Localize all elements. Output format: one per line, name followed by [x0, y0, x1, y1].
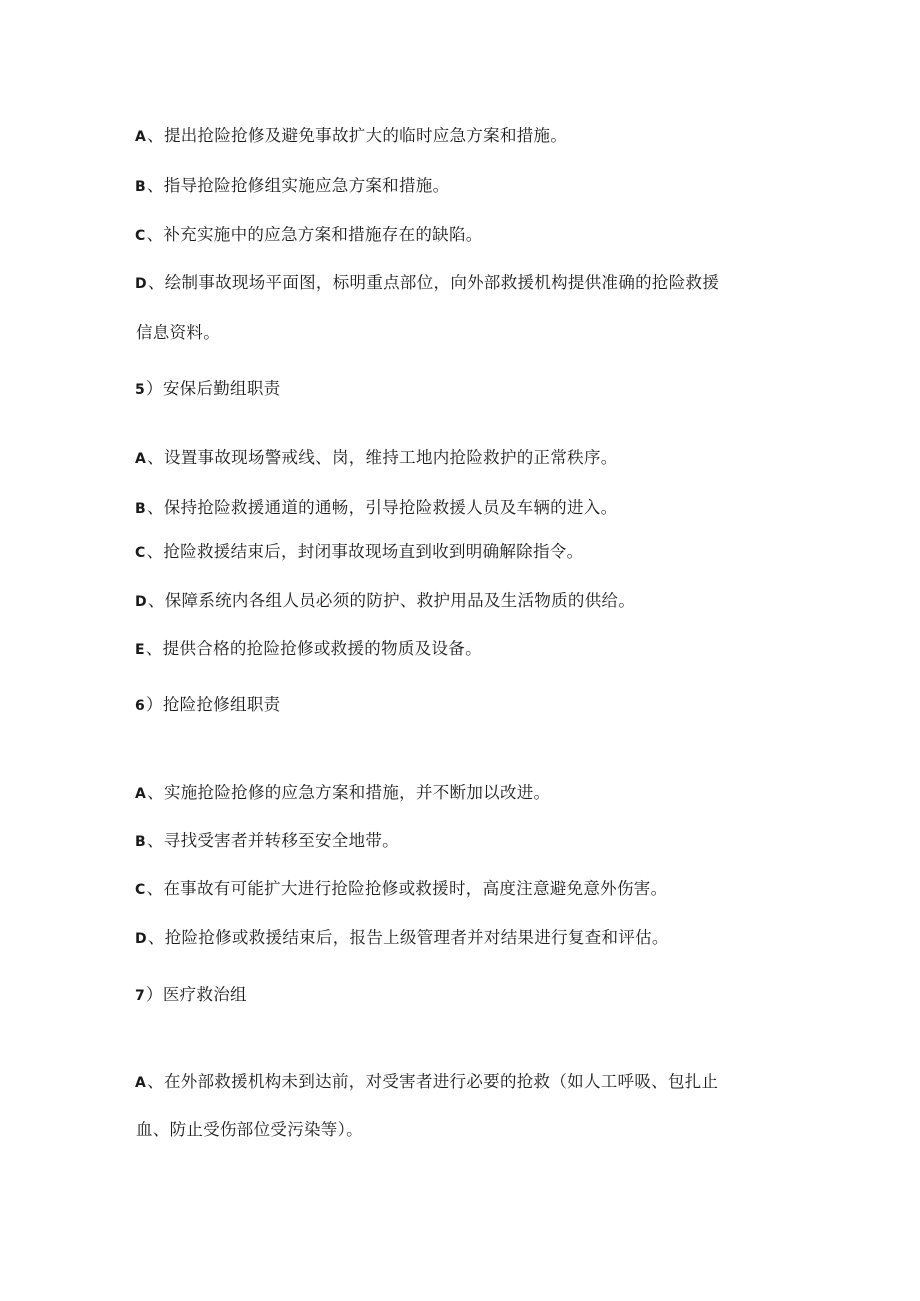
list-item: [135, 829, 795, 854]
item-text: 、指导抢险抢修组实施应急方案和措施。: [146, 176, 450, 195]
section-heading: [135, 377, 795, 402]
item-text: 、保持抢险救援通道的通畅，引导抢险救援人员及车辆的进入。: [146, 498, 618, 517]
item-text: 、保障系统内各组人员必须的防护、救护用品及生活物质的供给。: [147, 591, 636, 610]
item-marker: D: [135, 594, 147, 610]
item-marker: A: [135, 1075, 147, 1091]
item-text: 、抢险抢修或救援结束后，报告上级管理者并对结果进行复查和评估。: [147, 928, 669, 947]
item-marker: B: [135, 501, 146, 517]
section-title: ）抢险抢修组职责: [146, 695, 281, 714]
list-item: [135, 540, 795, 565]
section-number: 5: [135, 382, 146, 398]
item-text: 、设置事故现场警戒线、岗，维持工地内抢险救护的正常秩序。: [147, 448, 618, 467]
list-item: [135, 446, 795, 471]
section-title: ）医疗救治组: [146, 985, 247, 1004]
section-heading: [135, 983, 795, 1008]
list-item: [135, 174, 795, 199]
item-marker: A: [135, 786, 147, 802]
item-marker: C: [135, 882, 146, 898]
item-marker: E: [135, 642, 145, 658]
item-marker: B: [135, 179, 146, 195]
list-item: [135, 1070, 795, 1095]
list-item: [135, 781, 795, 806]
item-marker: A: [135, 451, 147, 467]
item-marker: C: [135, 545, 146, 561]
section-number: 6: [135, 698, 146, 714]
item-marker: D: [135, 931, 147, 947]
list-item: [135, 496, 795, 521]
list-item-continuation: [135, 321, 795, 346]
item-text: 、补充实施中的应急方案和措施存在的缺陷。: [146, 225, 483, 244]
item-text: 、提供合格的抢险抢修或救援的物质及设备。: [145, 639, 482, 658]
item-text: 信息资料。: [136, 323, 220, 342]
section-number: 7: [135, 988, 146, 1004]
list-item: [135, 926, 795, 951]
list-item: [135, 124, 795, 149]
item-text: 、实施抢险抢修的应急方案和措施，并不断加以改进。: [147, 783, 551, 802]
section-title: ）安保后勤组职责: [146, 379, 281, 398]
item-text: 、寻找受害者并转移至安全地带。: [146, 831, 399, 850]
item-text: 、绘制事故现场平面图，标明重点部位，向外部救援机构提供准确的抢险救援: [147, 273, 720, 292]
item-text: 血、防止受伤部位受污染等）。: [136, 1120, 363, 1139]
item-marker: B: [135, 834, 146, 850]
list-item: [135, 223, 795, 248]
item-text: 、抢险救援结束后，封闭事故现场直到收到明确解除指令。: [146, 542, 584, 561]
item-text: 、在事故有可能扩大进行抢险抢修或救援时，高度注意避免意外伤害。: [146, 879, 668, 898]
item-text: 、提出抢险抢修及避免事故扩大的临时应急方案和措施。: [147, 126, 568, 145]
item-text: 、在外部救援机构未到达前，对受害者进行必要的抢救（如人工呼吸、包扎止: [147, 1072, 719, 1091]
item-marker: C: [135, 228, 146, 244]
list-item-continuation: [135, 1118, 795, 1143]
list-item: [135, 589, 795, 614]
list-item: [135, 637, 795, 662]
item-marker: A: [135, 129, 147, 145]
list-item: [135, 271, 795, 296]
item-marker: D: [135, 276, 147, 292]
list-item: [135, 877, 795, 902]
section-heading: [135, 693, 795, 718]
